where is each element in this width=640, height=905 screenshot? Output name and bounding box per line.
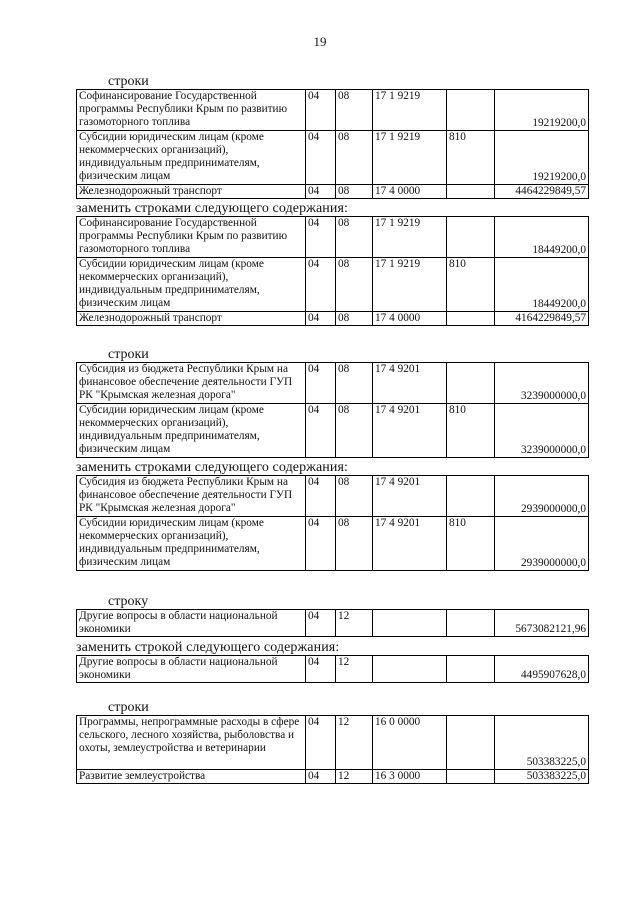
row-subsection-code: 08 — [336, 131, 373, 185]
table-row — [77, 656, 589, 683]
row-target-code — [373, 610, 447, 637]
section-heading: заменить строками следующего содержания: — [76, 201, 349, 216]
row-target-code: 16 3 0000 — [373, 770, 447, 784]
section-heading: заменить строками следующего содержания: — [76, 460, 349, 475]
section-heading: строки — [108, 347, 149, 362]
section-new-row-economy — [76, 640, 588, 683]
row-section-code: 04 — [306, 363, 336, 404]
table-row — [77, 716, 589, 770]
row-amount: 503383225,0 — [495, 716, 589, 770]
row-name: Другие вопросы в области национальной экономики — [77, 656, 306, 683]
table-row — [77, 404, 589, 458]
budget-table — [76, 609, 589, 637]
row-expense-type — [447, 90, 495, 131]
row-expense-type: 810 — [447, 131, 495, 185]
row-amount: 18449200,0 — [495, 217, 589, 258]
row-target-code: 17 1 9219 — [373, 217, 447, 258]
row-expense-type — [447, 656, 495, 683]
row-section-code: 04 — [306, 90, 336, 131]
row-amount: 19219200,0 — [495, 90, 589, 131]
section-heading: строки — [108, 74, 149, 89]
row-section-code: 04 — [306, 656, 336, 683]
row-subsection-code: 08 — [336, 185, 373, 199]
row-amount: 503383225,0 — [495, 770, 589, 784]
budget-table — [76, 655, 589, 683]
section-heading: заменить строкой следующего содержания: — [76, 640, 340, 655]
row-section-code: 04 — [306, 404, 336, 458]
section-new-rows-railway — [76, 460, 588, 571]
row-expense-type — [447, 476, 495, 517]
table-row — [77, 363, 589, 404]
table-row — [77, 131, 589, 185]
row-amount: 4495907628,0 — [495, 656, 589, 683]
budget-table — [76, 475, 589, 571]
row-name: Программы, непрограммные расходы в сфере сельского, лесного хозяйства, рыболовства и охоты, землеустройства и ветеринарии — [77, 716, 306, 770]
row-section-code: 04 — [306, 258, 336, 312]
page-number: 19 — [313, 34, 327, 49]
row-subsection-code: 12 — [336, 656, 373, 683]
row-name: Субсидии юридическим лицам (кроме некоммерческих организаций), индивидуальным предпринимателям, физическим лицам — [77, 404, 306, 458]
row-section-code: 04 — [306, 131, 336, 185]
section-heading: строки — [108, 700, 149, 715]
budget-table — [76, 362, 589, 458]
table-row — [77, 517, 589, 571]
section-old-rows-gas — [76, 74, 588, 199]
budget-table — [76, 89, 589, 199]
table-row — [77, 476, 589, 517]
row-name: Субсидии юридическим лицам (кроме некоммерческих организаций), индивидуальным предпринимателям, физическим лицам — [77, 258, 306, 312]
row-subsection-code: 08 — [336, 517, 373, 571]
row-expense-type — [447, 363, 495, 404]
row-subsection-code: 08 — [336, 404, 373, 458]
row-target-code: 17 4 9201 — [373, 476, 447, 517]
row-expense-type: 810 — [447, 258, 495, 312]
table-row — [77, 90, 589, 131]
row-target-code: 17 4 0000 — [373, 312, 447, 326]
row-expense-type — [447, 610, 495, 637]
row-target-code: 17 4 9201 — [373, 517, 447, 571]
row-name: Другие вопросы в области национальной экономики — [77, 610, 306, 637]
row-section-code: 04 — [306, 716, 336, 770]
row-section-code: 04 — [306, 476, 336, 517]
row-name: Субсидии юридическим лицам (кроме некоммерческих организаций), индивидуальным предпринимателям, физическим лицам — [77, 517, 306, 571]
row-expense-type: 810 — [447, 517, 495, 571]
row-expense-type — [447, 716, 495, 770]
row-target-code: 17 4 9201 — [373, 404, 447, 458]
section-heading: строку — [108, 594, 149, 609]
row-target-code: 17 1 9219 — [373, 131, 447, 185]
table-row — [77, 770, 589, 784]
row-target-code — [373, 656, 447, 683]
row-subsection-code: 08 — [336, 312, 373, 326]
row-subsection-code: 08 — [336, 217, 373, 258]
row-amount: 3239000000,0 — [495, 404, 589, 458]
row-target-code: 16 0 0000 — [373, 716, 447, 770]
table-row — [77, 217, 589, 258]
row-name: Субсидия из бюджета Республики Крым на финансовое обеспечение деятельности ГУП РК "Крымская железная дорога" — [77, 476, 306, 517]
row-target-code: 17 4 0000 — [373, 185, 447, 199]
row-section-code: 04 — [306, 610, 336, 637]
row-name: Железнодорожный транспорт — [77, 312, 306, 326]
row-expense-type — [447, 217, 495, 258]
row-amount: 3239000000,0 — [495, 363, 589, 404]
row-amount: 18449200,0 — [495, 258, 589, 312]
row-amount: 2939000000,0 — [495, 517, 589, 571]
table-row — [77, 610, 589, 637]
row-name: Развитие землеустройства — [77, 770, 306, 784]
row-subsection-code: 08 — [336, 476, 373, 517]
row-subsection-code: 12 — [336, 610, 373, 637]
row-amount: 4464229849,57 — [495, 185, 589, 199]
row-name: Софинансирование Государственной программы Республики Крым по развитию газомоторного топлива — [77, 217, 306, 258]
table-row — [77, 312, 589, 326]
row-expense-type — [447, 312, 495, 326]
row-section-code: 04 — [306, 770, 336, 784]
row-name: Субсидии юридическим лицам (кроме некоммерческих организаций), индивидуальным предпринимателям, физическим лицам — [77, 131, 306, 185]
row-subsection-code: 08 — [336, 258, 373, 312]
row-amount: 4164229849,57 — [495, 312, 589, 326]
row-name: Железнодорожный транспорт — [77, 185, 306, 199]
row-subsection-code: 08 — [336, 90, 373, 131]
table-row — [77, 185, 589, 199]
row-name: Софинансирование Государственной программы Республики Крым по развитию газомоторного топлива — [77, 90, 306, 131]
section-new-rows-gas — [76, 201, 588, 326]
row-section-code: 04 — [306, 312, 336, 326]
table-row — [77, 258, 589, 312]
row-subsection-code: 08 — [336, 363, 373, 404]
section-old-rows-agriculture — [76, 700, 588, 784]
row-amount: 5673082121,96 — [495, 610, 589, 637]
section-old-rows-railway — [76, 347, 588, 458]
row-expense-type — [447, 770, 495, 784]
row-section-code: 04 — [306, 517, 336, 571]
row-amount: 19219200,0 — [495, 131, 589, 185]
row-target-code: 17 1 9219 — [373, 258, 447, 312]
row-subsection-code: 12 — [336, 770, 373, 784]
row-section-code: 04 — [306, 217, 336, 258]
row-target-code: 17 4 9201 — [373, 363, 447, 404]
row-expense-type: 810 — [447, 404, 495, 458]
row-expense-type — [447, 185, 495, 199]
row-subsection-code: 12 — [336, 716, 373, 770]
row-name: Субсидия из бюджета Республики Крым на финансовое обеспечение деятельности ГУП РК "Крымская железная дорога" — [77, 363, 306, 404]
section-old-row-economy — [76, 594, 588, 637]
row-section-code: 04 — [306, 185, 336, 199]
row-amount: 2939000000,0 — [495, 476, 589, 517]
budget-table — [76, 715, 589, 784]
row-target-code: 17 1 9219 — [373, 90, 447, 131]
budget-table — [76, 216, 589, 326]
